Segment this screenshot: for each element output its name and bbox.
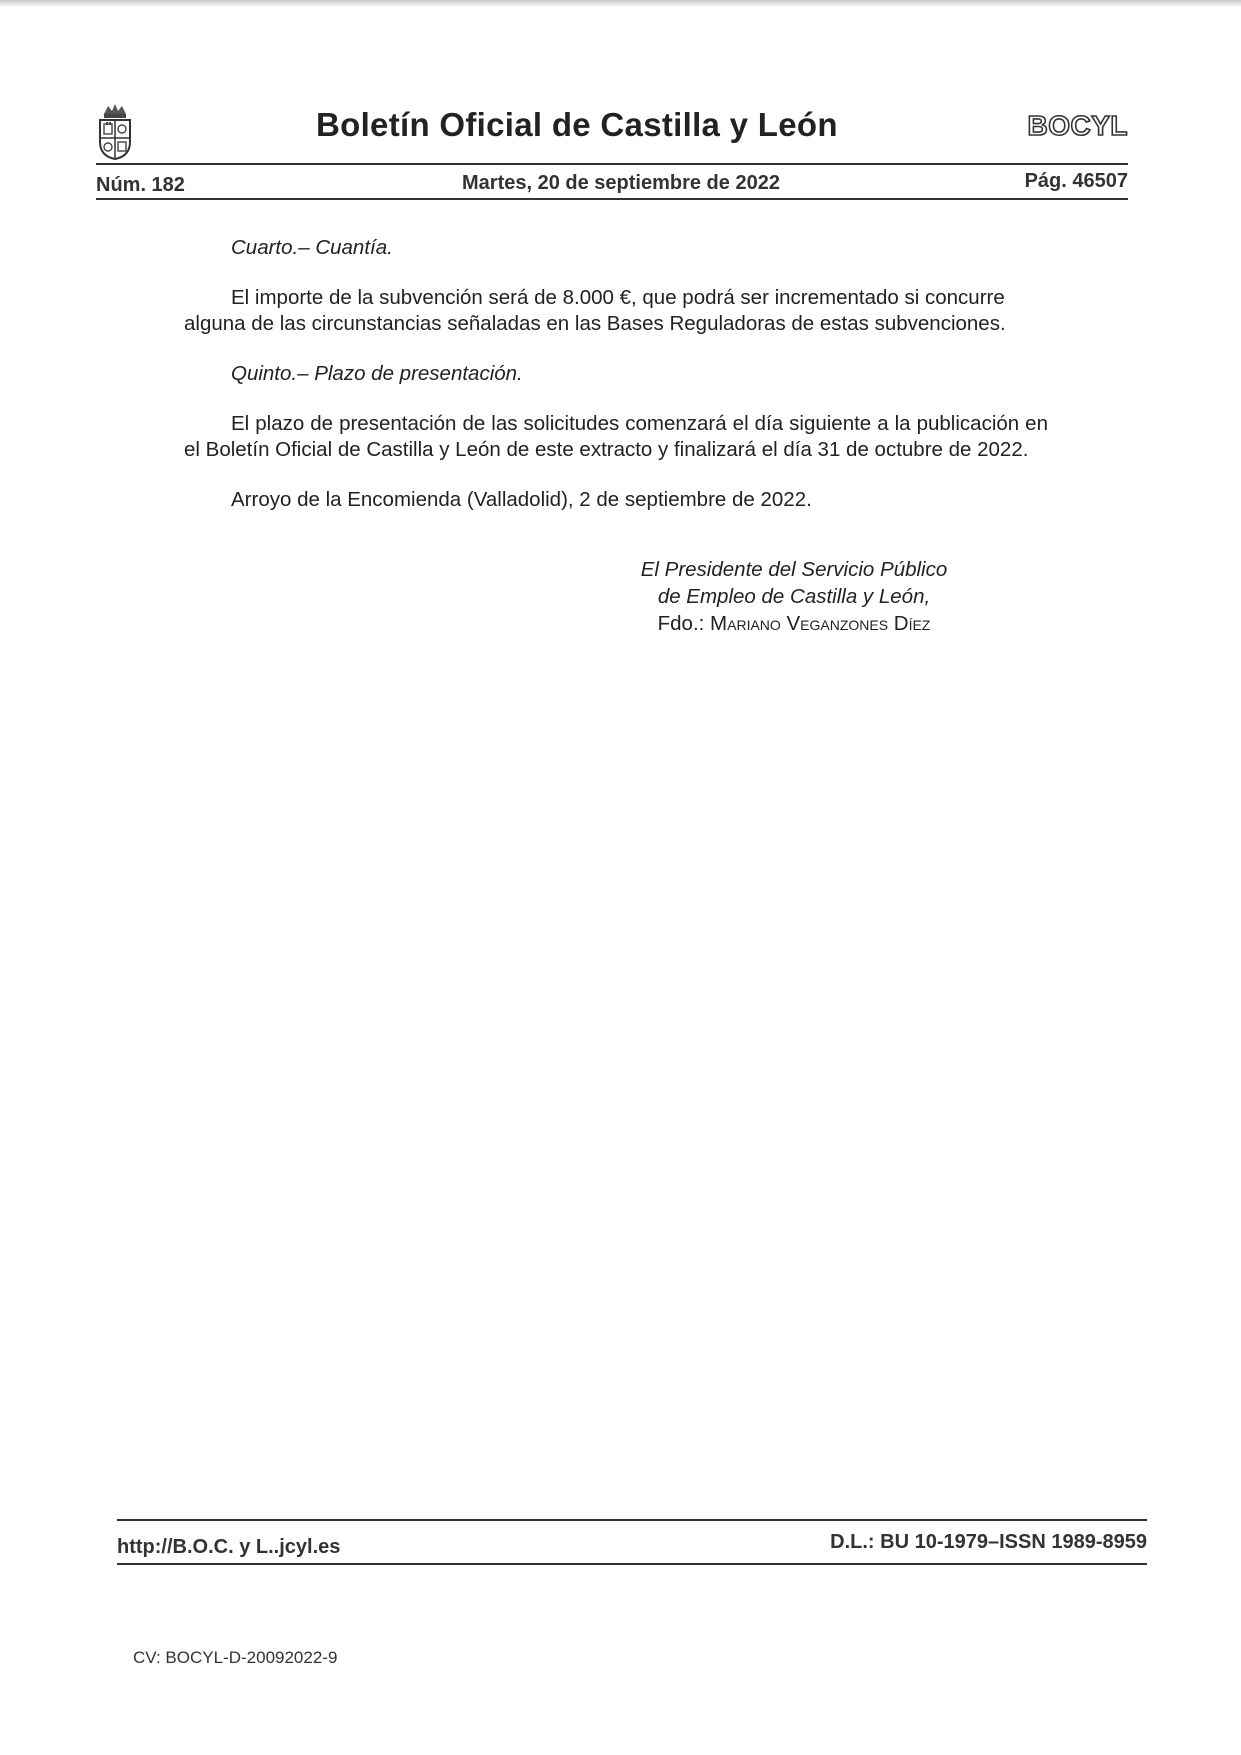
section-heading-quinto: Quinto.– Plazo de presentación.	[231, 362, 523, 385]
page-header	[96, 102, 1128, 202]
bocyl-logo: BOCYL	[1027, 110, 1128, 141]
section-paragraph-quinto: El plazo de presentación de las solicitudes comenzará el día siguiente a la publicación en el Boletín Oficial de Castilla y León de este extracto y finalizará el día 31 de octubre de 2022.	[184, 412, 1048, 461]
issue-number: Núm. 182	[96, 174, 185, 196]
signer-name: Mariano Veganzones Díez	[710, 612, 931, 635]
footer-rule-bottom	[117, 1563, 1147, 1565]
signed-prefix: Fdo.:	[657, 612, 705, 635]
footer-url-link[interactable]: http://B.O.C. y L..jcyl.es	[117, 1536, 341, 1558]
scan-edge	[0, 0, 1241, 6]
signature-role-line1: El Presidente del Servicio Público	[640, 558, 948, 581]
cv-code: CV: BOCYL-D-20092022-9	[133, 1648, 338, 1667]
header-rule-bottom	[96, 198, 1128, 200]
journal-title: Boletín Oficial de Castilla y León	[316, 106, 838, 143]
footer-rule-top	[117, 1519, 1147, 1521]
document-body	[184, 235, 1048, 529]
signature-role-line2: de Empleo de Castilla y León,	[657, 585, 931, 608]
place-date: Arroyo de la Encomienda (Valladolid), 2 de septiembre de 2022.	[231, 488, 812, 511]
header-meta	[96, 170, 1128, 198]
page-footer	[117, 1519, 1147, 1569]
issue-date: Martes, 20 de septiembre de 2022	[462, 172, 780, 194]
signature-signed-line	[624, 610, 964, 637]
header-rule-top	[96, 163, 1128, 165]
coat-of-arms-icon	[96, 102, 134, 160]
signature-block	[624, 556, 964, 637]
section-heading-cuarto: Cuarto.– Cuantía.	[231, 236, 393, 259]
footer-legal-deposit: D.L.: BU 10-1979–ISSN 1989-8959	[830, 1531, 1147, 1553]
section-paragraph-cuarto: El importe de la subvención será de 8.000 €, que podrá ser incrementado si concurre alguna de las circunstancias señaladas en las Bases Reguladoras de estas subvenciones.	[184, 286, 1006, 335]
page-number: Pág. 46507	[1024, 170, 1128, 192]
